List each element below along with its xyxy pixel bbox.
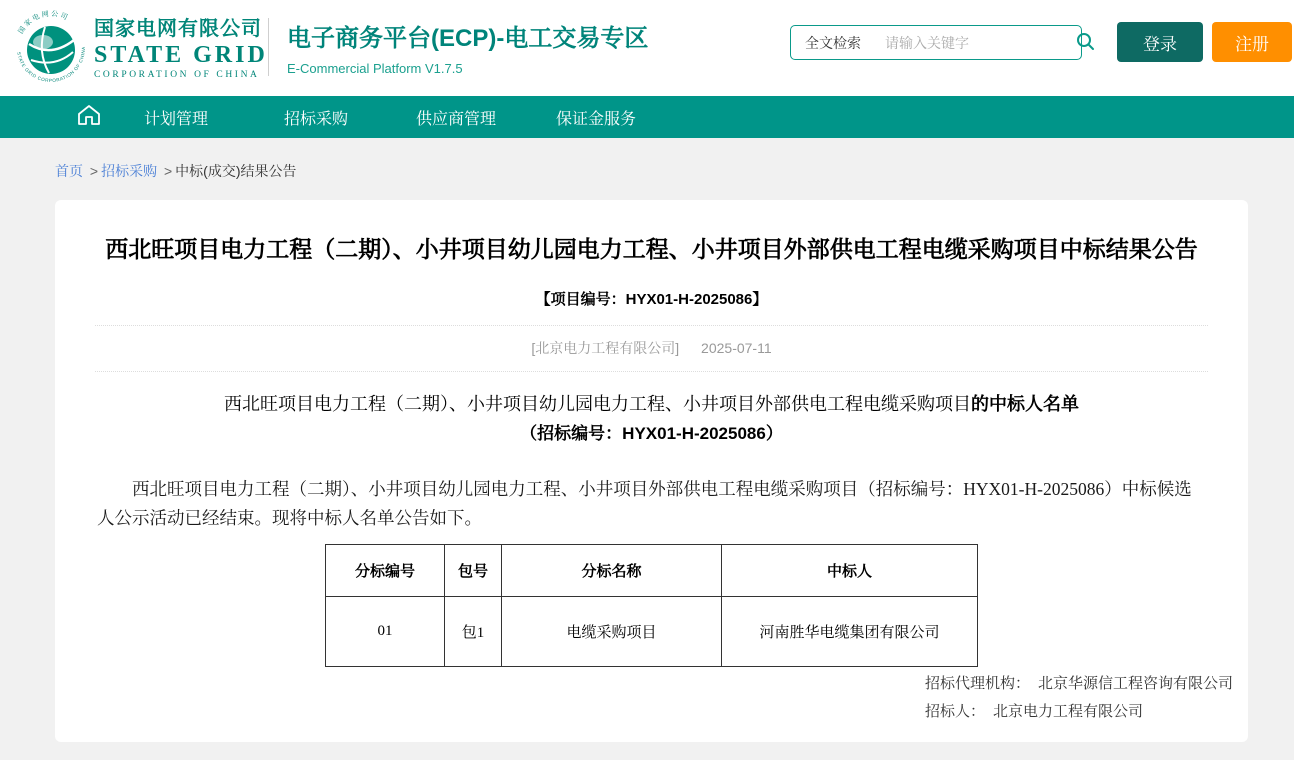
svg-text:STATE GRID CORPORATION OF CHIN: STATE GRID CORPORATION OF CHINA	[16, 46, 87, 84]
publish-meta	[55, 338, 1248, 358]
tenderer-label: 招标人：	[925, 703, 986, 720]
tenderer-line	[925, 698, 1233, 726]
state-grid-logo-icon[interactable]	[11, 8, 91, 88]
cell-package-no: 包1	[445, 597, 502, 667]
col-header-section-name: 分标名称	[502, 545, 722, 597]
main-nav	[0, 96, 1294, 138]
cell-winner: 河南胜华电缆集团有限公司	[722, 597, 978, 667]
search-button[interactable]	[1076, 26, 1095, 59]
company-name-en: STATE GRID	[94, 42, 268, 68]
breadcrumb-separator: >	[89, 163, 99, 179]
home-icon	[76, 103, 102, 132]
col-header-section-no: 分标编号	[326, 545, 445, 597]
winner-list-heading	[55, 390, 1248, 419]
announcement-title: 西北旺项目电力工程（二期）、小井项目幼儿园电力工程、小井项目外部供电工程电缆采购项目中标结果公告	[105, 236, 1198, 262]
nav-item-deposit[interactable]: 保证金服务	[555, 110, 636, 128]
col-header-winner: 中标人	[722, 545, 978, 597]
announcement-card	[55, 200, 1248, 742]
search-input[interactable]	[875, 35, 1076, 51]
scrollbar-track[interactable]	[1294, 0, 1313, 760]
cell-section-name: 电缆采购项目	[502, 597, 722, 667]
tenderer-value: 北京电力工程有限公司	[993, 703, 1144, 720]
search-icon	[1076, 32, 1095, 54]
agency-line	[925, 670, 1233, 698]
project-number: 【项目编号：HYX01-H-2025086】	[535, 291, 768, 308]
winner-table	[325, 544, 978, 667]
publish-date: 2025-07-11	[701, 340, 772, 356]
search-scope-selector[interactable]: 全文检索	[805, 34, 861, 51]
platform-title: 电子商务平台(ECP)-电工交易专区	[287, 25, 649, 52]
tender-number-line: （招标编号：HYX01-H-2025086）	[520, 424, 783, 443]
breadcrumb	[55, 161, 296, 181]
company-name-cn: 国家电网有限公司	[94, 18, 262, 40]
col-header-package-no: 包号	[445, 545, 502, 597]
breadcrumb-separator: >	[163, 163, 173, 179]
header	[0, 0, 1294, 96]
header-divider	[268, 18, 269, 76]
breadcrumb-bidding[interactable]: 招标采购	[101, 163, 158, 179]
cell-section-no: 01	[326, 597, 445, 667]
nav-item-bidding[interactable]: 招标采购	[283, 110, 348, 128]
svg-text:国家电网公司: 国家电网公司	[17, 10, 71, 36]
register-button[interactable]: 注册	[1212, 22, 1292, 62]
winner-list-heading-bold: 的中标人名单	[971, 394, 1079, 414]
announcement-body: 西北旺项目电力工程（二期）、小井项目幼儿园电力工程、小井项目外部供电工程电缆采购项目（招标编号：HYX01-H-2025086）中标候选人公示活动已经结束。现将中标人名单公告如下。	[97, 479, 1192, 528]
publisher: [北京电力工程有限公司]	[531, 340, 680, 356]
company-name-sub: CORPORATION OF CHINA	[94, 70, 260, 80]
breadcrumb-home[interactable]: 首页	[55, 163, 83, 179]
nav-item-supplier[interactable]: 供应商管理	[415, 110, 496, 128]
login-button[interactable]: 登录	[1117, 22, 1203, 62]
breadcrumb-current: 中标(成交)结果公告	[175, 163, 297, 179]
search-box	[790, 25, 1082, 60]
agency-label: 招标代理机构：	[925, 675, 1031, 692]
divider	[95, 325, 1208, 326]
announcement-footer	[925, 670, 1233, 726]
brand-text	[94, 12, 268, 80]
divider	[95, 371, 1208, 372]
platform-subtitle: E-Commercial Platform V1.7.5	[287, 61, 463, 76]
table-row	[326, 597, 978, 667]
agency-value: 北京华源信工程咨询有限公司	[1038, 675, 1234, 692]
platform-title-block	[287, 18, 648, 76]
table-header-row	[326, 545, 978, 597]
nav-home[interactable]	[72, 103, 106, 132]
nav-item-plan[interactable]: 计划管理	[143, 110, 208, 128]
winner-list-heading-main: 西北旺项目电力工程（二期）、小井项目幼儿园电力工程、小井项目外部供电工程电缆采购项目	[224, 394, 971, 414]
